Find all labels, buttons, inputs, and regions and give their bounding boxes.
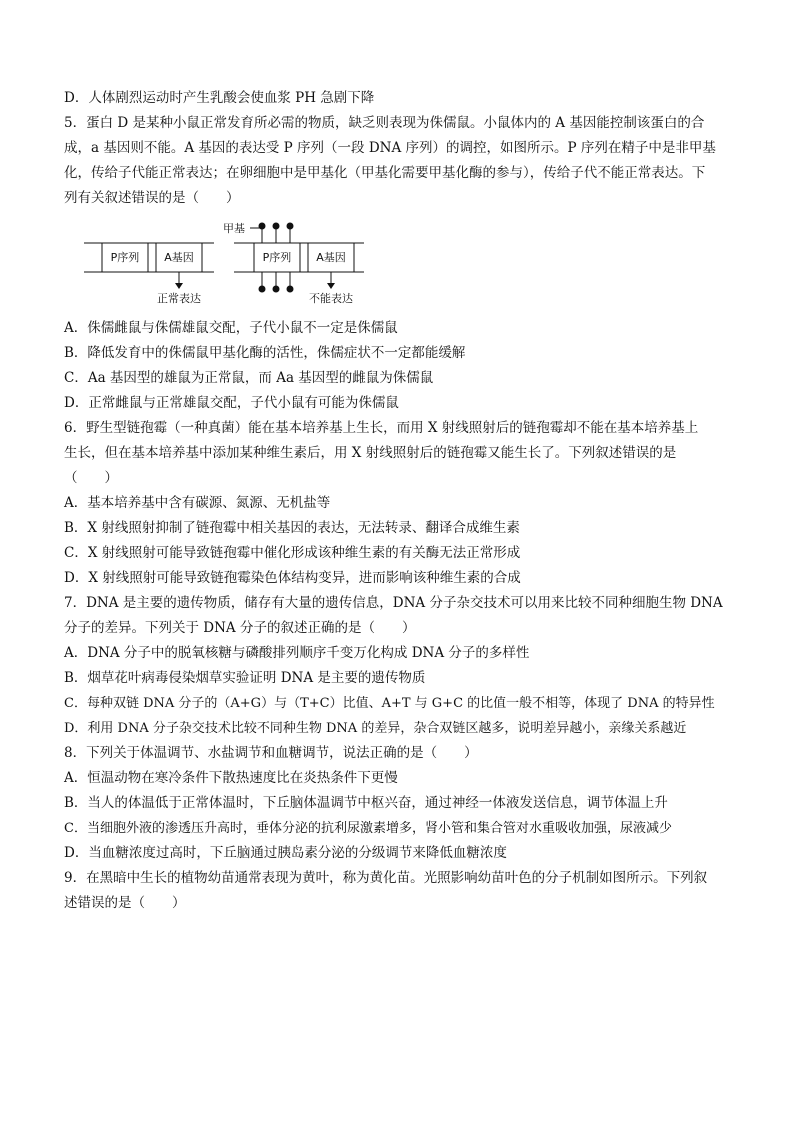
text-line: D．X 射线照射可能导致链孢霉染色体结构变异，进而影响该种维生素的合成 — [64, 570, 521, 586]
text-line: B．烟草花叶病毒侵染烟草实验证明 DNA 是主要的遗传物质 — [64, 670, 426, 686]
text-line: （ ） — [64, 470, 118, 486]
methylated-strand — [223, 221, 364, 305]
methyl-label: 甲基 — [223, 222, 245, 235]
text-line: 成，a 基因则不能。A 基因的表达受 P 序列（一段 DNA 序列）的调控，如图所示。P 序列在精子中是非甲基 — [64, 140, 716, 156]
text-line: 生长，但在基本培养基中添加某种维生素后，用 X 射线照射后的链孢霉又能生长了。下列叙述错误的是 — [64, 445, 677, 461]
unmethylated-strand — [84, 243, 214, 305]
right-result-label: 不能表达 — [309, 292, 353, 305]
text-line: D．利用 DNA 分子杂交技术比较不同种生物 DNA 的差异，杂合双链区越多，说明差异越小，亲缘关系越近 — [64, 721, 687, 736]
left-p-label: P序列 — [110, 251, 140, 264]
p-sequence-diagram — [84, 216, 374, 306]
text-line: B．当人的体温低于正常体温时，下丘脑体温调节中枢兴奋，通过神经一体液发送信息，调节体温上升 — [64, 795, 668, 811]
text-line: A．恒温动物在寒冷条件下散热速度比在炎热条件下更慢 — [64, 770, 398, 786]
text-line: D．正常雌鼠与正常雄鼠交配，子代小鼠有可能为侏儒鼠 — [64, 395, 399, 411]
text-line: 7．DNA 是主要的遗传物质，储存有大量的遗传信息，DNA 分子杂交技术可以用来比较不同种细胞生物 DNA — [64, 595, 723, 611]
text-line: D．人体剧烈运动时产生乳酸会使血浆 PH 急剧下降 — [64, 90, 375, 106]
text-line: A．基本培养基中含有碳源、氮源、无机盐等 — [64, 495, 331, 511]
text-line: C．Aa 基因型的雄鼠为正常鼠，而 Aa 基因型的雌鼠为侏儒鼠 — [64, 370, 434, 386]
left-result-label: 正常表达 — [157, 292, 201, 305]
text-line: 化，传给子代能正常表达；在卵细胞中是甲基化（甲基化需要甲基化酶的参与），传给子代不能正常表达。下 — [64, 165, 706, 181]
text-line: B．X 射线照射抑制了链孢霉中相关基因的表达，无法转录、翻译合成维生素 — [64, 520, 520, 536]
text-line: 分子的差异。下列关于 DNA 分子的叙述正确的是（ ） — [64, 620, 416, 636]
text-line: C．X 射线照射可能导致链孢霉中催化形成该种维生素的有关酶无法正常形成 — [64, 545, 521, 561]
text-line: 5．蛋白 D 是某种小鼠正常发育所必需的物质，缺乏则表现为侏儒鼠。小鼠体内的 A 基因能控制该蛋白的合 — [64, 115, 705, 131]
text-line: 8．下列关于体温调节、水盐调节和血糖调节，说法正确的是（ ） — [64, 745, 478, 761]
right-a-label: A基因 — [316, 251, 346, 264]
text-line: D．当血糖浓度过高时，下丘脑通过胰岛素分泌的分级调节来降低血糖浓度 — [64, 845, 507, 861]
text-line: A．侏儒雌鼠与侏儒雄鼠交配，子代小鼠不一定是侏儒鼠 — [64, 320, 398, 336]
text-line: C．当细胞外液的渗透压升高时，垂体分泌的抗利尿激素增多，肾小管和集合管对水重吸收加强，尿液减少 — [64, 821, 672, 836]
text-line: B．降低发育中的侏儒鼠甲基化酶的活性，侏儒症状不一定都能缓解 — [64, 345, 466, 361]
text-line: A．DNA 分子中的脱氧核糖与磷酸排列顺序千变万化构成 DNA 分子的多样性 — [64, 645, 530, 661]
text-line: 6．野生型链孢霉（一种真菌）能在基本培养基上生长，而用 X 射线照射后的链孢霉却不能在基本培养基上 — [64, 420, 699, 436]
left-a-label: A基因 — [164, 251, 194, 264]
text-line: 9．在黑暗中生长的植物幼苗通常表现为黄叶，称为黄化苗。光照影响幼苗叶色的分子机制如图所示。下列叙 — [64, 870, 708, 886]
text-line: C．每种双链 DNA 分子的（A+G）与（T+C）比值、A+T 与 G+C 的比值一般不相等，体现了 DNA 的特异性 — [64, 696, 715, 711]
right-p-label: P序列 — [262, 251, 292, 264]
text-line: 列有关叙述错误的是（ ） — [64, 190, 240, 206]
text-line: 述错误的是（ ） — [64, 895, 186, 911]
